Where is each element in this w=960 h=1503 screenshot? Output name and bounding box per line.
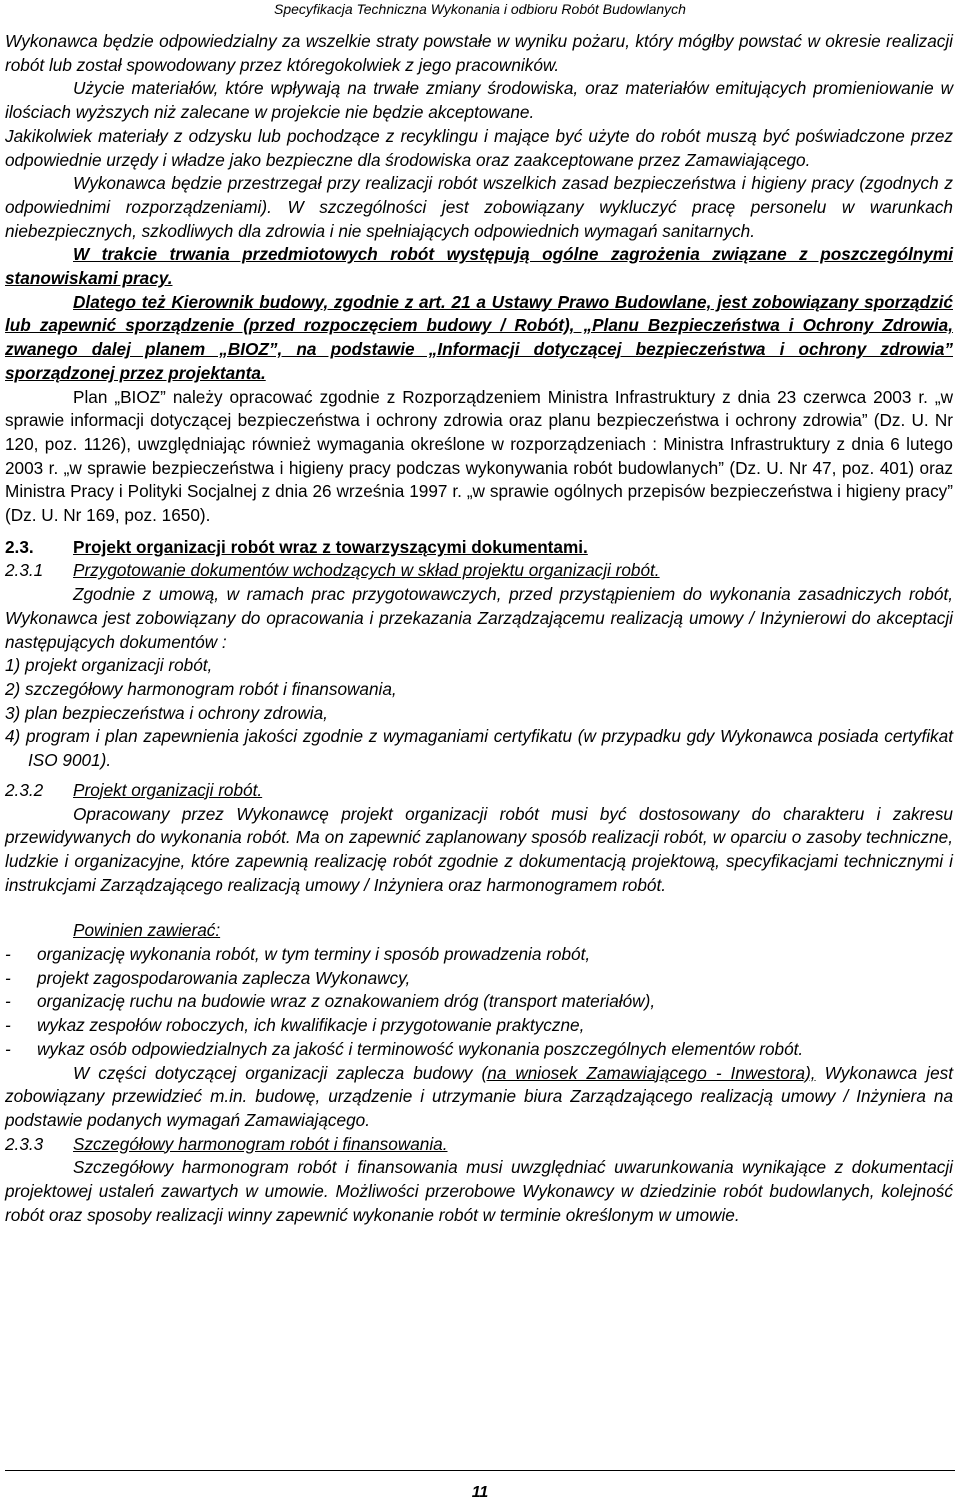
paragraph-hazards: W trakcie trwania przedmiotowych robót występują ogólne zagrożenia związane z poszczególnymi stanowiskami pracy. (5, 244, 953, 289)
list-item: - organizację wykonania robót, w tym terminy i sposób prowadzenia robót, (5, 944, 591, 965)
section-2-3-heading (5, 536, 953, 560)
section-title: Projekt organizacji robót wraz z towarzyszącymi dokumentami. (73, 536, 588, 557)
should-contain-heading: Powinien zawierać: (73, 920, 221, 941)
list-item: - projekt zagospodarowania zaplecza Wykonawcy, (5, 967, 411, 988)
paragraph-bioz-obligation: Dlatego też Kierownik budowy, zgodnie z art. 21 a Ustawy Prawo Budowlane, jest zobowiązany sporządzić lub zapewnić sporządzenie (przed rozpoczęciem budowy / Robót), „Planu Bezpieczeństwa i Ochrony Zdrowia, zwanego dalej planem „BIOZ”, na podstawie „Informacji dotyczącej bezpieczeństwa i ochrony zdrowia” sporządzonej przez projektanta. (5, 291, 953, 383)
documents-list (5, 654, 953, 773)
paragraph-bioz-regulations: Plan „BIOZ” należy opracować zgodnie z Rozporządzeniem Ministra Infrastruktury z dnia 23 czerwca 2003 r. „w sprawie informacji dotyczącej bezpieczeństwa i ochrony zdrowia oraz planu bezpieczeństwa i ochrony zdrowia” (Dz. U. Nr 120, poz. 1126), uwzględniając również wymagania określone w rozporządzeniach : Ministra Infrastruktury z dnia 6 lutego 2003 r. „w sprawie bezpieczeństwa i higieny pracy podczas wykonywania robót budowlanych” (Dz. U. Nr 47, poz. 401) oraz Ministra Pracy i Polityki Socjalnej z dnia 26 września 1997 r. „w sprawie ogólnych przepisów bezpieczeństwa i higieny pracy” (Dz. U. Nr 169, poz. 1650). (5, 386, 953, 526)
paragraph-recycled-materials: Jakikolwiek materiały z odzysku lub pochodzące z recyklingu i mające być użyte do robót muszą być poświadczone przez odpowiednie urzędy i władze jako bezpieczne dla środowiska oraz zaakceptowane przez Zamawiającego. (5, 125, 953, 170)
section-2-3-2-heading (5, 779, 953, 803)
paragraph-fire-liability: Wykonawca będzie odpowiedzialny za wszelkie straty powstałe w wyniku pożaru, który mógłby powstać w okresie realizacji robót lub został spowodowany przez któregokolwiek z jego pracowników. (5, 31, 953, 75)
list-item: - wykaz zespołów roboczych, ich kwalifikacje i przygotowanie praktyczne, (5, 1015, 585, 1036)
section-title: Przygotowanie dokumentów wchodzących w skład projektu organizacji robót. (73, 560, 660, 581)
paragraph-organization-project: Opracowany przez Wykonawcę projekt organizacji robót musi być dostosowany do charakteru i zakresu przewidywanych do wykonania robót. Ma on zapewnić zaplanowany sposób realizacji robót, w oparciu o zasoby techniczne, ludzkie i organizacyjne, które zapewnią realizację robót zgodnie z dokumentacją projektową, specyfikacjami technicznymi i instrukcjami Zarządzającego realizacją umowy / Inżyniera oraz harmonogramem robót. (5, 803, 953, 895)
section-2-3-1-heading (5, 559, 953, 583)
section-number: 2.3.3 (5, 1133, 44, 1154)
section-number: 2.3. (5, 536, 34, 557)
section-title: Projekt organizacji robót. (73, 779, 263, 800)
list-item: 3) plan bezpieczeństwa i ochrony zdrowia, (5, 702, 328, 723)
list-item: 1) projekt organizacji robót, (5, 655, 213, 676)
paragraph-schedule: Szczegółowy harmonogram robót i finansowania musi uwzględniać uwarunkowania wynikające z dokumentacji projektowej ustaleń zawartych w umowie. Możliwości przerobowe Wykonawcy w dziedzinie robót budowlanych, kolejność robót oraz sposoby realizacji winny zapewnić wykonanie robót w terminie określonym w umowie. (5, 1157, 953, 1225)
paragraph-preparation: Zgodnie z umową, w ramach prac przygotowawczych, przed przystąpieniem do wykonania zasadniczych robót, Wykonawca jest zobowiązany do opracowania i przekazania Zarządzającemu realizacją umowy / Inżynierowi do akceptacji następujących dokumentów : (5, 584, 953, 652)
page-number: 11 (471, 1484, 489, 1501)
section-title: Szczegółowy harmonogram robót i finansowania. (73, 1133, 448, 1154)
list-item: 4) program i plan zapewnienia jakości zgodnie z wymaganiami certyfikatu (w przypadku gdy Wykonawca posiada certyfikat ISO 9001). (5, 726, 953, 771)
list-item: - wykaz osób odpowiedzialnych za jakość i terminowość wykonania poszczególnych elementów robót. (5, 1038, 804, 1059)
list-item: 2) szczegółowy harmonogram robót i finansowania, (5, 678, 397, 699)
running-header: Specyfikacja Techniczna Wykonania i odbioru Robót Budowlanych (274, 1, 686, 17)
footer-rule (5, 1470, 955, 1471)
paragraph-site-facilities: W części dotyczącej organizacji zaplecza budowy (na wniosek Zamawiającego - Inwestora), Wykonawca jest zobowiązany przewidzieć m.in. budowę, urządzenie i utrzymanie biura Zarządzającego realizacją umowy / Inżyniera na podstawie podanych wymagań Zamawiającego. (5, 1062, 953, 1130)
section-number: 2.3.2 (5, 779, 44, 800)
contents-list (5, 943, 953, 1062)
section-2-3-3-heading (5, 1133, 953, 1157)
list-item: - organizację ruchu na budowie wraz z oznakowaniem dróg (transport materiałów), (5, 991, 656, 1012)
paragraph-materials-environment: Użycie materiałów, które wpływają na trwałe zmiany środowiska, oraz materiałów emitujących promieniowanie w ilościach wyższych niż zalecane w projekcie nie będzie akceptowane. (5, 78, 953, 123)
paragraph-safety-rules: Wykonawca będzie przestrzegał przy realizacji robót wszelkich zasad bezpieczeństwa i higieny pracy (zgodnych z odpowiednimi rozporządzeniami). W szczególności jest zobowiązany wykluczyć pracę personelu w warunkach niebezpiecznych, szkodliwych dla zdrowia i nie spełniających odpowiednich wymagań sanitarnych. (5, 173, 953, 241)
section-number: 2.3.1 (5, 560, 44, 581)
document-body (5, 30, 953, 1227)
